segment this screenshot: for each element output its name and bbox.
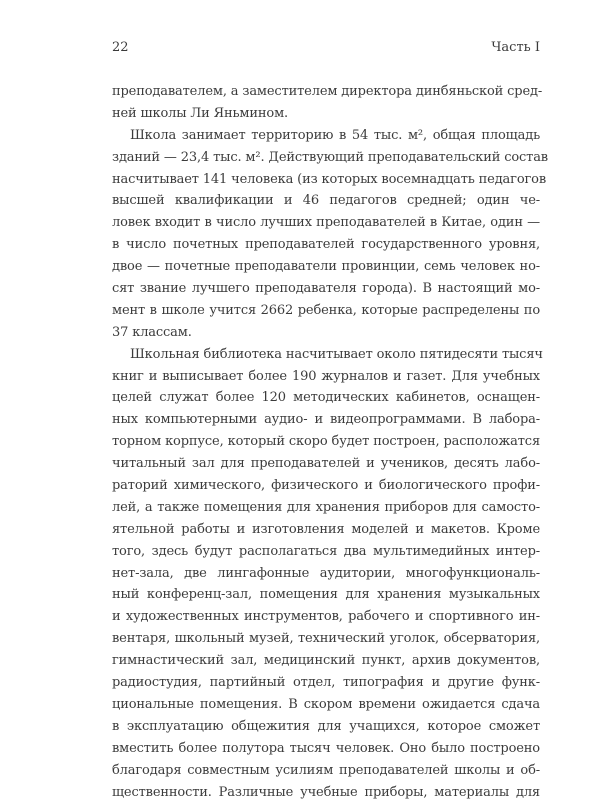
text-line: ных компьютерными аудио- и видеопрограммами. В лабора-	[112, 409, 540, 431]
text-line: высшей квалификации и 46 педагогов средней; один че-	[112, 190, 540, 212]
text-line: раторий химического, физического и биологического профи-	[112, 475, 540, 497]
text-line: Школьная библиотека насчитывает около пятидесяти тысяч	[112, 344, 540, 366]
text-line: щественности. Различные учебные приборы, материалы для	[112, 782, 540, 803]
text-line: того, здесь будут располагаться два мультимедийных интер-	[112, 541, 540, 563]
text-line: вместить более полутора тысяч человек. Оно было построено	[112, 738, 540, 760]
text-line: вентаря, школьный музей, технический уголок, обсерватория,	[112, 628, 540, 650]
text-line: 37 классам.	[112, 322, 540, 344]
text-line: Школа занимает территорию в 54 тыс. м², общая площадь	[112, 125, 540, 147]
text-line: ловек входит в число лучших преподавателей в Китае, один —	[112, 212, 540, 234]
text-line: нет-зала, две лингафонные аудитории, многофункциональ-	[112, 563, 540, 585]
text-line: зданий — 23,4 тыс. м². Действующий преподавательский состав	[112, 147, 540, 169]
text-line: книг и выписывает более 190 журналов и газет. Для учебных	[112, 366, 540, 388]
page-number: 22	[112, 38, 129, 58]
text-line: ней школы Ли Яньмином.	[112, 103, 540, 125]
text-line: в эксплуатацию общежития для учащихся, которое сможет	[112, 716, 540, 738]
text-line: целей служат более 120 методических кабинетов, оснащен-	[112, 387, 540, 409]
text-line: торном корпусе, который скоро будет построен, расположатся	[112, 431, 540, 453]
text-line: читальный зал для преподавателей и учеников, десять лабо-	[112, 453, 540, 475]
text-line: ятельной работы и изготовления моделей и макетов. Кроме	[112, 519, 540, 541]
text-line: в число почетных преподавателей государственного уровня,	[112, 234, 540, 256]
text-line: сят звание лучшего преподавателя города). В настоящий мо-	[112, 278, 540, 300]
text-line: преподавателем, а заместителем директора динбяньской сред-	[112, 81, 540, 103]
text-line: гимнастический зал, медицинский пункт, архив документов,	[112, 650, 540, 672]
text-line: и художественных инструментов, рабочего и спортивного ин-	[112, 606, 540, 628]
text-line: насчитывает 141 человека (из которых восемнадцать педагогов	[112, 169, 540, 191]
text-line: двое — почетные преподаватели провинции, семь человек но-	[112, 256, 540, 278]
text-line: ный конференц-зал, помещения для хранения музыкальных	[112, 584, 540, 606]
section-label: Часть I	[491, 38, 540, 58]
body-text	[112, 81, 540, 803]
running-head	[112, 38, 540, 58]
text-line: циональные помещения. В скором времени ожидается сдача	[112, 694, 540, 716]
text-line: благодаря совместным усилиям преподавателей школы и об-	[112, 760, 540, 782]
text-line: лей, а также помещения для хранения приборов для самосто-	[112, 497, 540, 519]
text-line: радиостудия, партийный отдел, типография и другие функ-	[112, 672, 540, 694]
text-line: мент в школе учится 2662 ребенка, которые распределены по	[112, 300, 540, 322]
